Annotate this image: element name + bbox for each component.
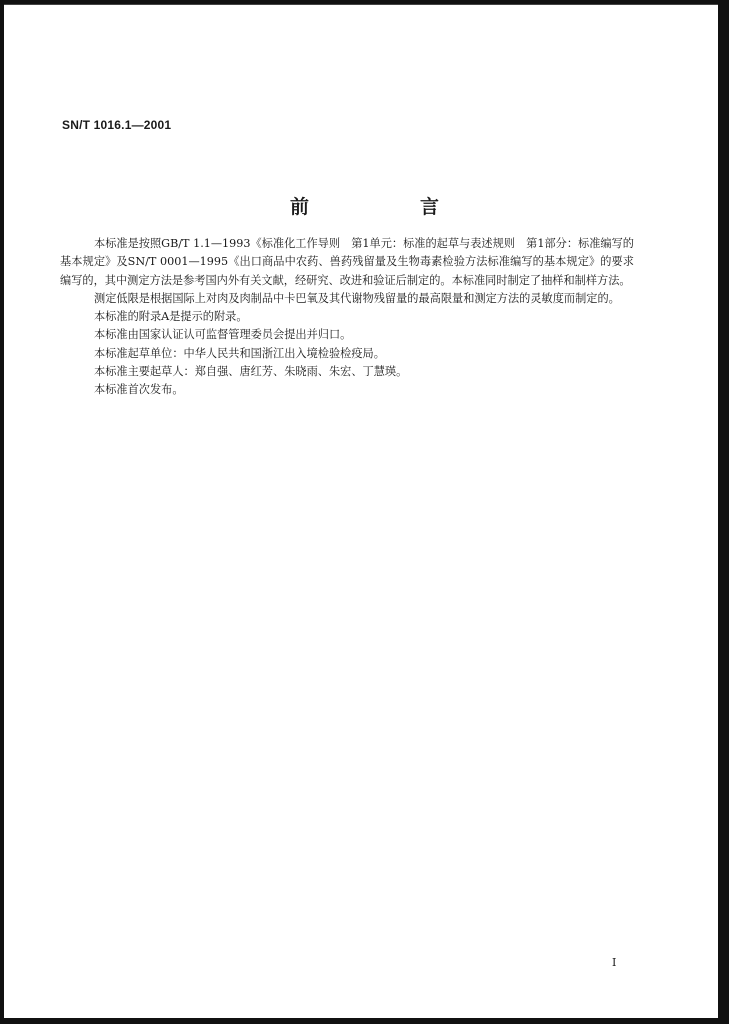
page-title: 前 言 <box>289 196 485 218</box>
scan-edge-right <box>718 0 729 1024</box>
paragraph: 本标准主要起草人：郑自强、唐红芳、朱晓雨、朱宏、丁慧瑛。 <box>94 365 408 379</box>
page-border <box>4 4 718 1018</box>
paragraph: 测定低限是根据国际上对肉及肉制品中卡巴氧及其代谢物残留量的最高限量和测定方法的灵敏度而制定的。 <box>94 291 620 305</box>
page-number: I <box>612 956 617 969</box>
scan-edge-bottom <box>0 1018 729 1024</box>
paragraph: 本标准由国家认证认可监督管理委员会提出并归口。 <box>94 328 352 342</box>
document-code: SN/T 1016.1—2001 <box>62 118 172 132</box>
paragraph: 本标准是按照GB/T 1.1—1993《标准化工作导则 第1单元：标准的起草与表述规则 第1部分：标准编写的基本规定》及SN/T 0001—1995《出口商品中农药、兽药残留量及生物毒素检验方法标准编写的基本规定》的要求编写的，其中测定方法是参考国内外有关文献，经研究、改进和验证后制定的。本标准同时制定了抽样和制样方法。 <box>60 237 634 287</box>
paragraph: 本标准起草单位：中华人民共和国浙江出入境检验检疫局。 <box>94 346 385 360</box>
paragraph: 本标准的附录A是提示的附录。 <box>94 310 248 324</box>
foreword-body <box>60 235 634 400</box>
paragraph: 本标准首次发布。 <box>94 383 184 397</box>
